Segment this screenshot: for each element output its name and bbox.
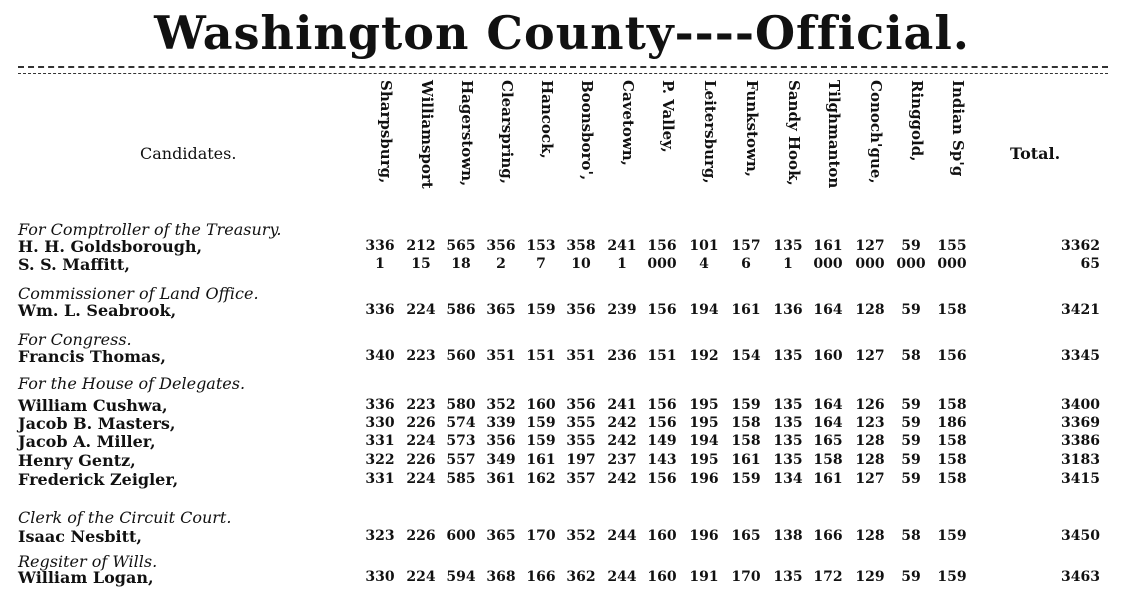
vote-count: 357: [566, 471, 596, 487]
vote-count: 336: [365, 302, 395, 318]
vote-total: 3183: [1061, 452, 1100, 468]
vote-count: 565: [446, 238, 476, 254]
vote-count: 59: [901, 397, 921, 413]
vote-count: 586: [446, 302, 476, 318]
district-header: [449, 80, 485, 220]
vote-count: 59: [901, 415, 921, 431]
vote-count: 331: [365, 471, 395, 487]
vote-count: 336: [365, 397, 395, 413]
vote-count: 340: [365, 348, 395, 364]
vote-count: 153: [526, 238, 556, 254]
vote-count: 585: [446, 471, 476, 487]
vote-total: 65: [1080, 256, 1100, 272]
vote-count: 164: [813, 415, 843, 431]
vote-count: 161: [813, 238, 843, 254]
district-header-label: Leitersburg,: [701, 80, 719, 184]
vote-count: 149: [647, 433, 677, 449]
vote-count: 156: [937, 348, 967, 364]
vote-count: 1: [783, 256, 793, 272]
vote-count: 1: [375, 256, 385, 272]
district-header: [858, 80, 894, 220]
vote-count: 160: [526, 397, 556, 413]
vote-count: 000: [855, 256, 885, 272]
district-header-label: Indian Sp'g: [949, 80, 967, 177]
district-header: [940, 80, 976, 220]
vote-total: 3362: [1061, 238, 1100, 254]
vote-count: 192: [689, 348, 719, 364]
vote-count: 223: [406, 397, 436, 413]
vote-count: 58: [901, 348, 921, 364]
district-header-label: Tilghmanton: [825, 80, 843, 189]
vote-count: 212: [406, 238, 436, 254]
candidate-name: Wm. L. Seabrook,: [18, 301, 177, 320]
vote-count: 000: [647, 256, 677, 272]
vote-count: 330: [365, 569, 395, 585]
vote-count: 127: [855, 471, 885, 487]
vote-count: 161: [526, 452, 556, 468]
vote-count: 365: [486, 528, 516, 544]
vote-count: 101: [689, 238, 719, 254]
vote-count: 161: [813, 471, 843, 487]
vote-count: 6: [741, 256, 751, 272]
vote-count: 135: [773, 238, 803, 254]
vote-count: 59: [901, 238, 921, 254]
vote-total: 3345: [1061, 348, 1100, 364]
vote-count: 580: [446, 397, 476, 413]
vote-count: 156: [647, 397, 677, 413]
vote-count: 368: [486, 569, 516, 585]
vote-count: 223: [406, 348, 436, 364]
vote-count: 224: [406, 433, 436, 449]
vote-count: 557: [446, 452, 476, 468]
vote-count: 239: [607, 302, 637, 318]
vote-count: 165: [813, 433, 843, 449]
vote-count: 158: [937, 397, 967, 413]
vote-count: 166: [526, 569, 556, 585]
district-header-label: Conoch'gue,: [867, 80, 885, 184]
vote-count: 58: [901, 528, 921, 544]
vote-count: 159: [731, 471, 761, 487]
vote-count: 165: [731, 528, 761, 544]
vote-count: 241: [607, 238, 637, 254]
vote-count: 155: [937, 238, 967, 254]
vote-count: 158: [937, 452, 967, 468]
vote-count: 224: [406, 569, 436, 585]
vote-count: 128: [855, 302, 885, 318]
vote-count: 159: [731, 397, 761, 413]
vote-count: 128: [855, 528, 885, 544]
vote-count: 4: [699, 256, 709, 272]
vote-count: 127: [855, 238, 885, 254]
vote-count: 224: [406, 302, 436, 318]
vote-count: 600: [446, 528, 476, 544]
district-header: [899, 80, 935, 220]
vote-count: 138: [773, 528, 803, 544]
vote-count: 355: [566, 415, 596, 431]
section-title: Clerk of the Circuit Court.: [18, 508, 232, 527]
vote-count: 59: [901, 569, 921, 585]
district-header-label: Ringgold,: [908, 80, 926, 162]
vote-count: 195: [689, 415, 719, 431]
vote-count: 361: [486, 471, 516, 487]
vote-count: 355: [566, 433, 596, 449]
vote-count: 242: [607, 433, 637, 449]
vote-count: 136: [773, 302, 803, 318]
district-header-label: Sharpsburg,: [377, 80, 395, 184]
vote-count: 000: [937, 256, 967, 272]
vote-count: 157: [731, 238, 761, 254]
vote-count: 244: [607, 569, 637, 585]
vote-count: 135: [773, 397, 803, 413]
vote-count: 126: [855, 397, 885, 413]
vote-count: 151: [526, 348, 556, 364]
district-header-label: Sandy Hook,: [785, 80, 803, 186]
district-header: [816, 80, 852, 220]
vote-count: 158: [937, 471, 967, 487]
candidate-name: Frederick Zeigler,: [18, 470, 179, 489]
candidate-name: Francis Thomas,: [18, 347, 166, 366]
district-header-label: Williamsport: [418, 80, 436, 189]
vote-count: 170: [526, 528, 556, 544]
vote-count: 159: [937, 569, 967, 585]
vote-count: 244: [607, 528, 637, 544]
vote-count: 161: [731, 302, 761, 318]
vote-count: 143: [647, 452, 677, 468]
vote-count: 224: [406, 471, 436, 487]
vote-total: 3450: [1061, 528, 1100, 544]
vote-count: 162: [526, 471, 556, 487]
vote-total: 3421: [1061, 302, 1100, 318]
vote-count: 356: [566, 302, 596, 318]
vote-count: 186: [937, 415, 967, 431]
vote-count: 156: [647, 302, 677, 318]
vote-count: 15: [411, 256, 431, 272]
vote-count: 158: [731, 415, 761, 431]
vote-count: 362: [566, 569, 596, 585]
vote-count: 123: [855, 415, 885, 431]
vote-count: 18: [451, 256, 471, 272]
vote-count: 159: [526, 302, 556, 318]
vote-count: 226: [406, 415, 436, 431]
district-header-label: P. Valley,: [659, 80, 677, 153]
district-header-label: Clearspring,: [498, 80, 516, 184]
vote-count: 158: [937, 433, 967, 449]
district-header: [734, 80, 770, 220]
vote-count: 196: [689, 528, 719, 544]
vote-count: 195: [689, 452, 719, 468]
vote-count: 59: [901, 302, 921, 318]
vote-count: 160: [813, 348, 843, 364]
vote-count: 560: [446, 348, 476, 364]
district-header: [692, 80, 728, 220]
vote-count: 236: [607, 348, 637, 364]
section-title: Regsiter of Wills.: [18, 552, 158, 571]
vote-count: 356: [566, 397, 596, 413]
district-header: [650, 80, 686, 220]
vote-count: 129: [855, 569, 885, 585]
district-header: [409, 80, 445, 220]
vote-count: 352: [486, 397, 516, 413]
vote-count: 135: [773, 348, 803, 364]
vote-count: 323: [365, 528, 395, 544]
vote-count: 135: [773, 569, 803, 585]
vote-count: 159: [937, 528, 967, 544]
vote-count: 226: [406, 528, 436, 544]
district-header: [368, 80, 404, 220]
total-column-header: Total.: [1010, 144, 1061, 163]
vote-total: 3463: [1061, 569, 1100, 585]
vote-count: 159: [526, 415, 556, 431]
district-header-label: Funkstown,: [743, 80, 761, 178]
district-header-label: Hancock,: [538, 80, 556, 159]
district-header: [489, 80, 525, 220]
district-header-label: Cavetown,: [619, 80, 637, 166]
section-title: For Congress.: [18, 330, 132, 349]
vote-count: 2: [496, 256, 506, 272]
vote-count: 158: [937, 302, 967, 318]
vote-count: 154: [731, 348, 761, 364]
vote-count: 135: [773, 415, 803, 431]
vote-count: 59: [901, 471, 921, 487]
district-header-label: Boonsboro',: [578, 80, 596, 181]
vote-count: 156: [647, 238, 677, 254]
vote-count: 159: [526, 433, 556, 449]
vote-total: 3386: [1061, 433, 1100, 449]
candidates-column-header: Candidates.: [140, 144, 237, 163]
vote-count: 127: [855, 348, 885, 364]
vote-count: 158: [731, 433, 761, 449]
vote-count: 336: [365, 238, 395, 254]
section-title: For Comptroller of the Treasury.: [18, 220, 282, 239]
vote-count: 365: [486, 302, 516, 318]
vote-count: 59: [901, 433, 921, 449]
vote-count: 134: [773, 471, 803, 487]
vote-count: 331: [365, 433, 395, 449]
vote-count: 156: [647, 471, 677, 487]
candidate-name: S. S. Maffitt,: [18, 255, 130, 274]
vote-count: 166: [813, 528, 843, 544]
title-rule-thin: [18, 73, 1108, 74]
vote-count: 194: [689, 302, 719, 318]
vote-count: 170: [731, 569, 761, 585]
section-title: Commissioner of Land Office.: [18, 284, 259, 303]
vote-count: 164: [813, 302, 843, 318]
vote-count: 573: [446, 433, 476, 449]
vote-count: 161: [731, 452, 761, 468]
district-header: [569, 80, 605, 220]
vote-count: 59: [901, 452, 921, 468]
vote-count: 356: [486, 238, 516, 254]
vote-count: 339: [486, 415, 516, 431]
vote-count: 351: [566, 348, 596, 364]
vote-count: 195: [689, 397, 719, 413]
candidate-name: H. H. Goldsborough,: [18, 237, 203, 256]
vote-count: 135: [773, 452, 803, 468]
vote-count: 594: [446, 569, 476, 585]
vote-count: 574: [446, 415, 476, 431]
candidate-name: William Logan,: [18, 568, 154, 587]
district-header-label: Hagerstown,: [458, 80, 476, 187]
vote-count: 330: [365, 415, 395, 431]
vote-count: 226: [406, 452, 436, 468]
vote-count: 156: [647, 415, 677, 431]
vote-count: 356: [486, 433, 516, 449]
page-title: Washington County----Official.: [154, 6, 970, 60]
candidate-name: Isaac Nesbitt,: [18, 527, 142, 546]
district-header: [776, 80, 812, 220]
vote-count: 158: [813, 452, 843, 468]
vote-count: 000: [896, 256, 926, 272]
candidate-name: Jacob A. Miller,: [18, 432, 156, 451]
vote-count: 349: [486, 452, 516, 468]
vote-count: 151: [647, 348, 677, 364]
candidate-name: Henry Gentz,: [18, 451, 136, 470]
candidate-name: William Cushwa,: [18, 396, 168, 415]
vote-count: 196: [689, 471, 719, 487]
vote-count: 322: [365, 452, 395, 468]
vote-total: 3369: [1061, 415, 1100, 431]
vote-count: 237: [607, 452, 637, 468]
vote-count: 194: [689, 433, 719, 449]
vote-total: 3400: [1061, 397, 1100, 413]
vote-count: 164: [813, 397, 843, 413]
vote-count: 135: [773, 433, 803, 449]
title-rule: [18, 66, 1108, 68]
vote-count: 358: [566, 238, 596, 254]
vote-count: 351: [486, 348, 516, 364]
district-header: [529, 80, 565, 220]
vote-count: 128: [855, 452, 885, 468]
vote-count: 10: [571, 256, 591, 272]
vote-count: 160: [647, 528, 677, 544]
vote-count: 242: [607, 415, 637, 431]
vote-count: 241: [607, 397, 637, 413]
section-title: For the House of Delegates.: [18, 374, 246, 393]
vote-count: 172: [813, 569, 843, 585]
vote-count: 242: [607, 471, 637, 487]
vote-count: 197: [566, 452, 596, 468]
vote-count: 352: [566, 528, 596, 544]
candidate-name: Jacob B. Masters,: [18, 414, 176, 433]
district-header: [610, 80, 646, 220]
vote-count: 000: [813, 256, 843, 272]
vote-count: 7: [536, 256, 546, 272]
vote-count: 1: [617, 256, 627, 272]
vote-count: 191: [689, 569, 719, 585]
vote-count: 128: [855, 433, 885, 449]
vote-count: 160: [647, 569, 677, 585]
vote-total: 3415: [1061, 471, 1100, 487]
